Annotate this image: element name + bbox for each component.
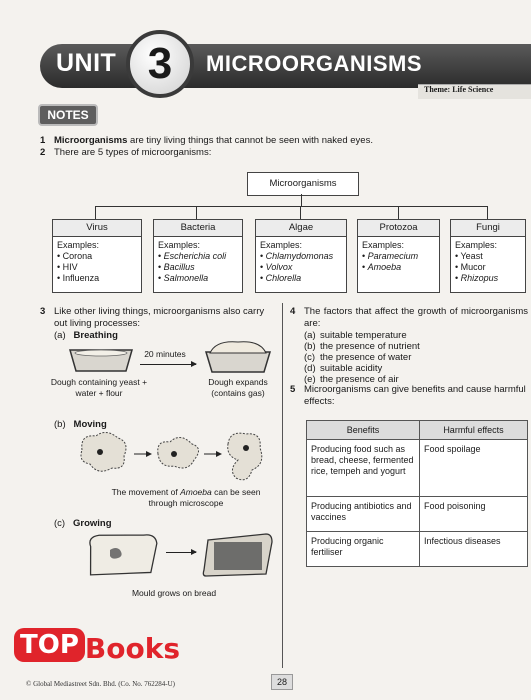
- examples-label: Examples:: [158, 240, 201, 250]
- theme-label: Theme: Life Science: [424, 85, 494, 94]
- table-cell-harm: Food spoilage: [420, 440, 528, 497]
- amoeba-caption-italic: Amoeba: [180, 487, 212, 497]
- sub-title: Moving: [73, 419, 107, 430]
- diagram-root: Microorganisms: [247, 172, 359, 196]
- table-cell-benefit: Producing antibiotics and vaccines: [307, 497, 420, 532]
- point-1-keyword: Microorganisms: [54, 135, 128, 146]
- category-protozoa: [357, 219, 440, 293]
- example-item: Chlamydomonas: [265, 251, 334, 261]
- category-body: [53, 237, 141, 287]
- diagram-connector: [95, 206, 487, 207]
- point-1-rest: are tiny living things that cannot be seen with naked eyes.: [127, 135, 373, 146]
- table-row: [307, 440, 528, 497]
- category-title: Virus: [53, 220, 141, 237]
- examples-label: Examples:: [362, 240, 405, 250]
- category-title: Fungi: [451, 220, 525, 237]
- example-item: • Influenza: [57, 273, 137, 284]
- bread-before-illustration: [84, 528, 166, 580]
- category-fungi: [450, 219, 526, 293]
- table-cell-harm: Food poisoning: [420, 497, 528, 532]
- example-item: Salmonella: [163, 273, 209, 283]
- example-item: Bacillus: [163, 262, 195, 272]
- bread-after-illustration: [200, 530, 276, 580]
- column-divider: [282, 303, 283, 668]
- topbooks-logo: [14, 628, 180, 665]
- diagram-connector: [196, 206, 197, 219]
- category-virus: [52, 219, 142, 293]
- table-row: [307, 532, 528, 567]
- arrow-icon: [166, 552, 196, 553]
- dough-before-caption: Dough containing yeast + water + flour: [50, 377, 148, 398]
- copyright-text: © Global Mediastreet Sdn. Bhd. (Co. No. 762284-U): [26, 680, 175, 688]
- factor-text: suitable temperature: [320, 330, 407, 341]
- example-item: • Mucor: [455, 262, 521, 273]
- benefits-harms-table: [306, 420, 528, 567]
- point-3-number: 3: [40, 306, 46, 317]
- sub-label: (b): [54, 419, 66, 430]
- dough-tray-after-illustration: [202, 338, 274, 374]
- category-bacteria: [153, 219, 243, 293]
- unit-number-badge: [126, 30, 194, 98]
- category-title: Protozoa: [358, 220, 439, 237]
- mould-caption: Mould grows on bread: [131, 588, 217, 598]
- diagram-connector: [301, 194, 302, 206]
- arrow-icon: [140, 364, 196, 365]
- factor-text: the presence of nutrient: [320, 341, 420, 352]
- amoeba-caption: [96, 487, 276, 508]
- logo-top: TOP: [14, 628, 85, 662]
- page-number: 28: [271, 674, 293, 690]
- point-4-number: 4: [290, 306, 296, 317]
- factor-text: the presence of air: [320, 374, 399, 385]
- factor-label: (a): [304, 330, 316, 341]
- examples-label: Examples:: [455, 240, 498, 250]
- factor-label: (b): [304, 341, 316, 352]
- amoeba-movement-illustration: [76, 424, 276, 486]
- point-5-number: 5: [290, 384, 296, 395]
- point-3-text: Like other living things, microorganisms also carry out living processes:: [54, 306, 265, 329]
- sub-label: (c): [54, 518, 66, 529]
- table-header: Harmful effects: [420, 421, 528, 440]
- factor-label: (d): [304, 363, 316, 374]
- category-body: [256, 237, 346, 287]
- factor-item: [304, 330, 407, 342]
- table-row: [307, 497, 528, 532]
- category-title: Bacteria: [154, 220, 242, 237]
- table-cell-benefit: Producing food such as bread, cheese, fermented rice, tempeh and yogurt: [307, 440, 420, 497]
- example-item: • Yeast: [455, 251, 521, 262]
- diagram-connector: [398, 206, 399, 219]
- table-cell-harm: Infectious diseases: [420, 532, 528, 567]
- example-item: Chlorella: [265, 273, 302, 283]
- point-1-number: 1: [40, 135, 46, 146]
- point-2-number: 2: [40, 147, 46, 158]
- factor-item: [304, 363, 382, 375]
- category-algae: [255, 219, 347, 293]
- amoeba-caption-part: The movement of: [111, 487, 181, 497]
- category-body: [451, 237, 525, 287]
- diagram-connector: [300, 206, 301, 219]
- unit-title: MICROORGANISMS: [206, 51, 422, 76]
- example-item: Escherichia coli: [163, 251, 227, 261]
- amoeba-caption-part: can be seen through microscope: [148, 487, 261, 508]
- example-item: Volvox: [265, 262, 293, 272]
- example-item: Amoeba: [367, 262, 402, 272]
- factor-label: (c): [304, 352, 316, 363]
- factor-item: [304, 341, 420, 353]
- category-title: Algae: [256, 220, 346, 237]
- factor-text: the presence of water: [320, 352, 412, 363]
- unit-number: 3: [147, 39, 173, 88]
- sub-label: (a): [54, 330, 66, 341]
- sub-title: Breathing: [73, 330, 118, 341]
- example-item: Paramecium: [367, 251, 419, 261]
- diagram-connector: [95, 206, 96, 219]
- point-2-text: There are 5 types of microorganisms:: [54, 147, 212, 158]
- factor-text: suitable acidity: [320, 363, 383, 374]
- table-header: Benefits: [307, 421, 420, 440]
- category-body: [358, 237, 439, 276]
- factor-label: (e): [304, 374, 316, 385]
- point-4-text: The factors that affect the growth of microorganisms are:: [304, 306, 528, 329]
- diagram-connector: [487, 206, 488, 219]
- examples-label: Examples:: [57, 240, 100, 250]
- point-1-text: [54, 135, 514, 147]
- unit-word: UNIT: [56, 49, 117, 77]
- category-body: [154, 237, 242, 287]
- notes-tag: NOTES: [38, 104, 98, 126]
- examples-label: Examples:: [260, 240, 303, 250]
- table-cell-benefit: Producing organic fertiliser: [307, 532, 420, 567]
- point-5-text: Microorganisms can give benefits and cause harmful effects:: [304, 384, 526, 407]
- example-item: Rhizopus: [460, 273, 499, 283]
- time-label: 20 minutes: [144, 349, 186, 359]
- example-item: • HIV: [57, 262, 137, 273]
- factor-item: [304, 352, 411, 364]
- sub-title: Growing: [73, 518, 112, 529]
- example-item: • Corona: [57, 251, 137, 262]
- logo-books: Books: [84, 632, 181, 666]
- breathing-heading: [54, 330, 118, 341]
- dough-after-caption: Dough expands (contains gas): [208, 377, 268, 398]
